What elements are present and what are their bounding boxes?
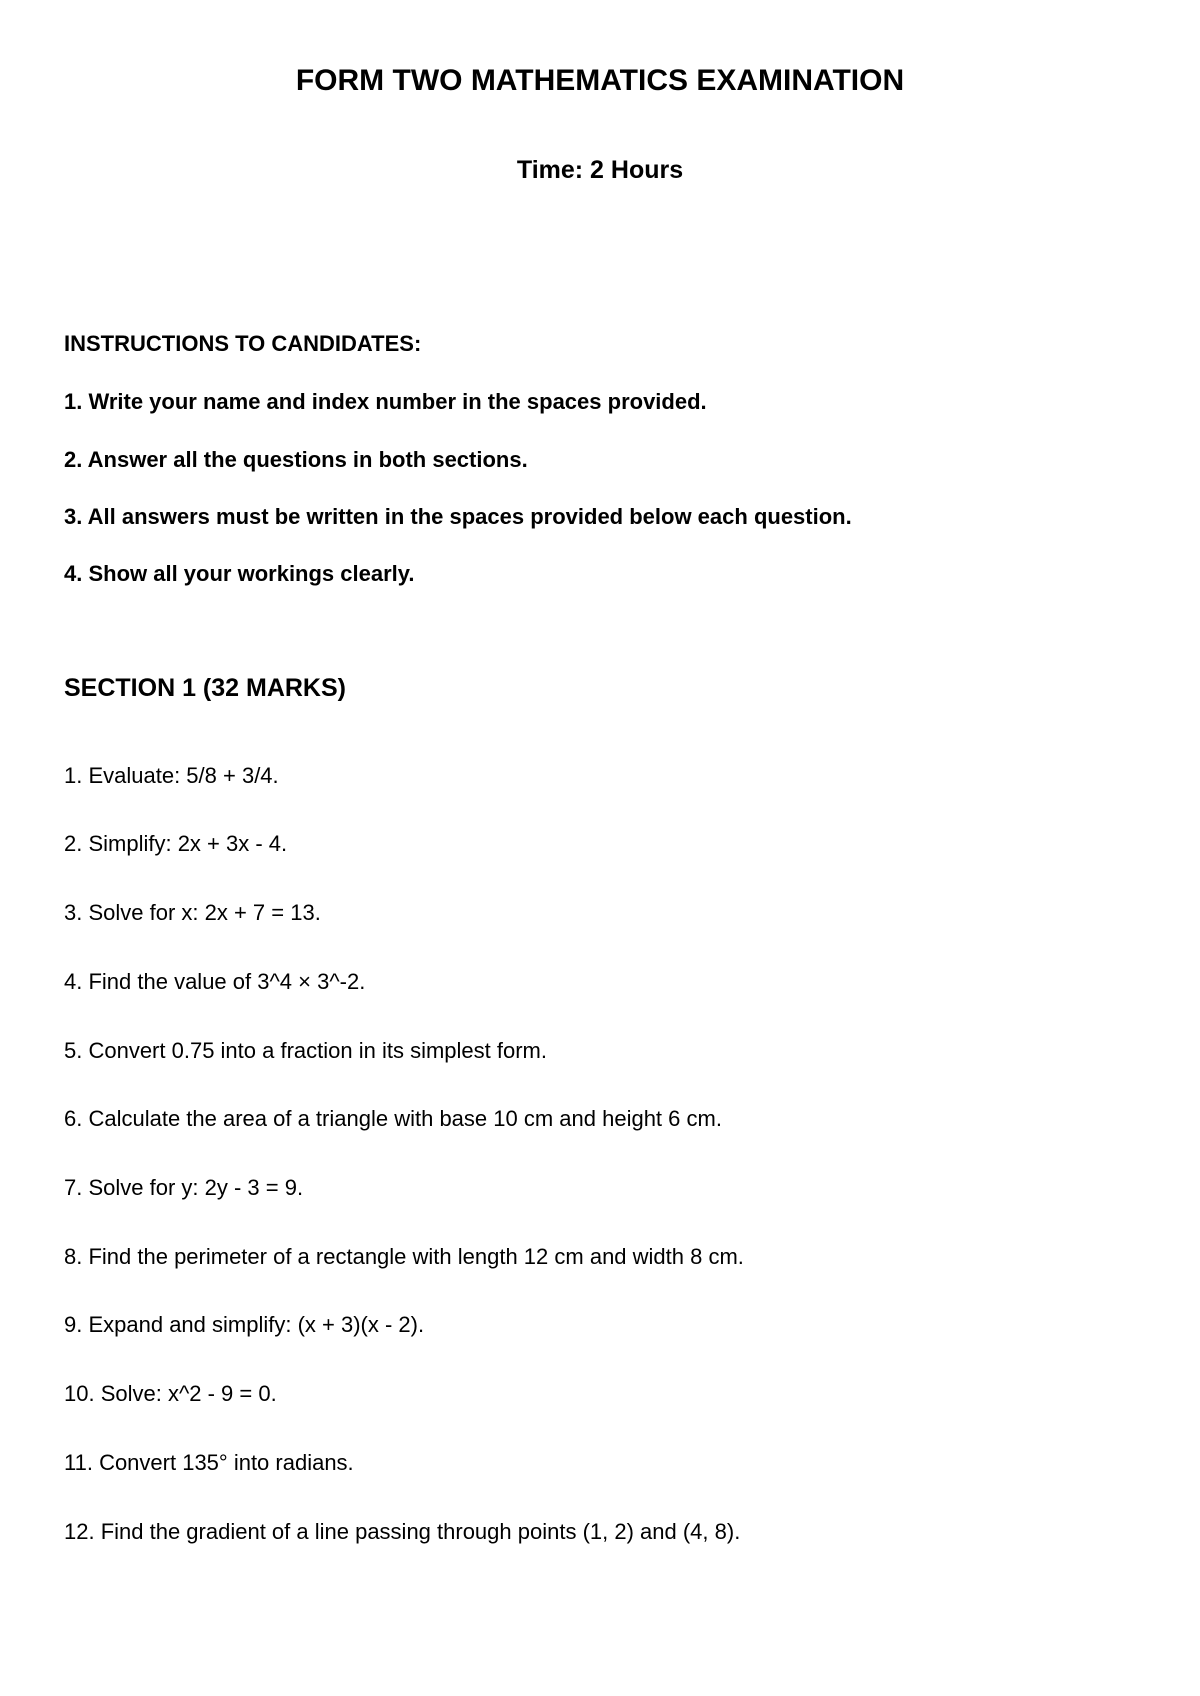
question-item: 9. Expand and simplify: (x + 3)(x - 2). — [64, 1312, 425, 1337]
instruction-item: 4. Show all your workings clearly. — [64, 561, 415, 586]
exam-title: FORM TWO MATHEMATICS EXAMINATION — [295, 64, 905, 97]
section-heading: SECTION 1 (32 MARKS) — [64, 674, 346, 702]
question-item: 2. Simplify: 2x + 3x - 4. — [64, 831, 288, 856]
exam-duration: Time: 2 Hours — [516, 156, 684, 184]
question-item: 7. Solve for y: 2y - 3 = 9. — [64, 1175, 304, 1200]
question-item: 11. Convert 135° into radians. — [64, 1450, 354, 1475]
instruction-item: 1. Write your name and index number in the spaces provided. — [64, 389, 707, 414]
question-item: 3. Solve for x: 2x + 7 = 13. — [64, 900, 321, 925]
question-item: 6. Calculate the area of a triangle with base 10 cm and height 6 cm. — [64, 1106, 722, 1131]
question-item: 12. Find the gradient of a line passing through points (1, 2) and (4, 8). — [64, 1519, 741, 1544]
question-item: 10. Solve: x^2 - 9 = 0. — [64, 1381, 277, 1406]
question-item: 5. Convert 0.75 into a fraction in its simplest form. — [64, 1038, 547, 1063]
question-item: 8. Find the perimeter of a rectangle with length 12 cm and width 8 cm. — [64, 1244, 744, 1269]
instruction-item: 2. Answer all the questions in both sections. — [64, 447, 528, 472]
question-item: 1. Evaluate: 5/8 + 3/4. — [64, 763, 279, 788]
instruction-item: 3. All answers must be written in the spaces provided below each question. — [64, 504, 852, 529]
instructions-heading: INSTRUCTIONS TO CANDIDATES: — [64, 331, 422, 356]
question-item: 4. Find the value of 3^4 × 3^-2. — [64, 969, 366, 994]
